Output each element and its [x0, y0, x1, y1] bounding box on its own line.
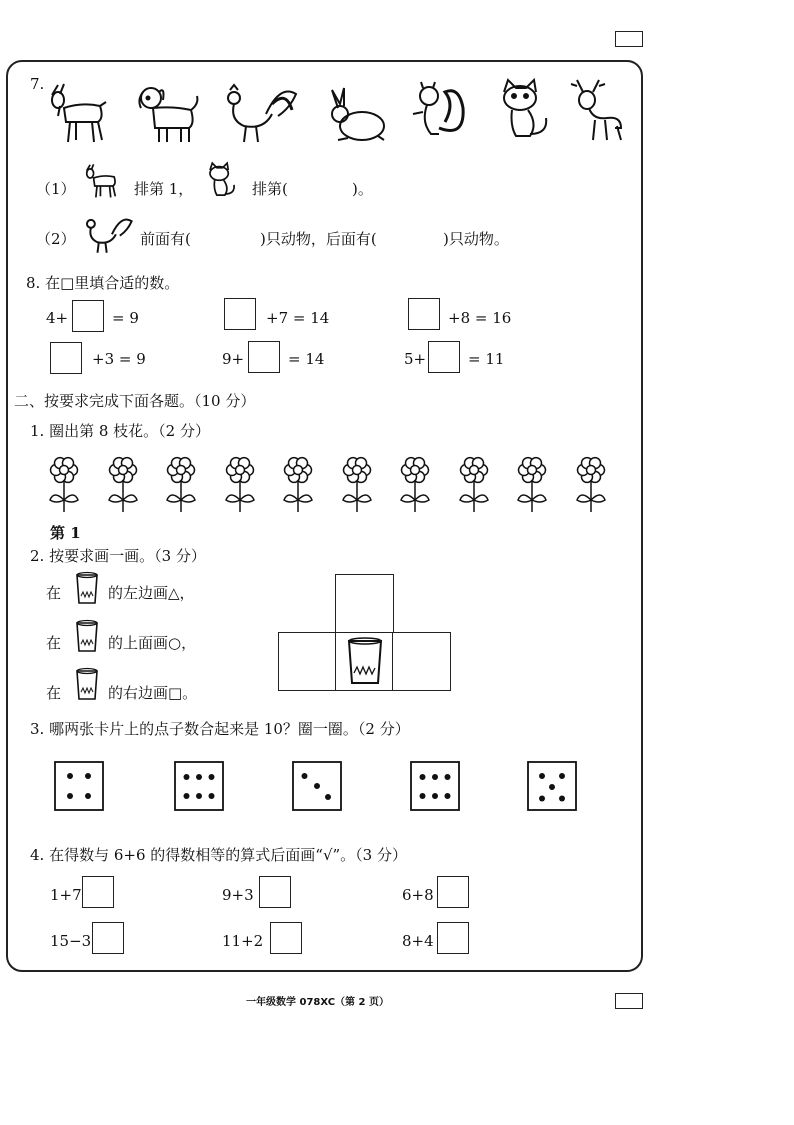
s2q4-check-box[interactable] [270, 922, 302, 954]
dot-card[interactable] [54, 761, 104, 811]
dot-card[interactable] [410, 761, 460, 811]
s2q2-line3-post: 的右边画□。 [108, 684, 198, 702]
flower-icon[interactable] [46, 456, 82, 516]
flower-icon[interactable] [514, 456, 550, 516]
deer-icon [565, 76, 635, 146]
s2q4-check-box[interactable] [92, 922, 124, 954]
flower-icon[interactable] [105, 456, 141, 516]
s2q4-item: 1+7 [50, 886, 82, 904]
q8-answer-box[interactable] [224, 298, 256, 330]
q7-part2-text3: )只动物。 [443, 230, 509, 248]
squirrel-icon [405, 78, 475, 148]
flower-icon[interactable] [280, 456, 316, 516]
s2q4-item: 9+3 [222, 886, 254, 904]
cup-icon [74, 620, 100, 654]
cat-icon-small [202, 162, 242, 202]
grid-cell-left[interactable] [278, 632, 337, 691]
q8-answer-box[interactable] [408, 298, 440, 330]
s2q2-title: 2. 按要求画一画。（3 分） [30, 547, 206, 565]
s2q4-check-box[interactable] [437, 922, 469, 954]
q8-title: 8. 在□里填合适的数。 [26, 274, 180, 292]
s2q4-title: 4. 在得数与 6+6 的得数相等的算式后面画“√”。（3 分） [30, 846, 407, 864]
q7-part1-label: （1） [36, 180, 76, 198]
q8-answer-box[interactable] [428, 341, 460, 373]
s2q4-item: 8+4 [402, 932, 434, 950]
q8-r1c2-post: +7 = 14 [266, 309, 330, 327]
rabbit-icon [318, 88, 388, 148]
flower-icon[interactable] [339, 456, 375, 516]
s2q2-line1-post: 的左边画△， [108, 584, 195, 602]
s2q1-first-label: 第 1 [50, 524, 81, 542]
q7-part1-text3: )。 [352, 180, 373, 198]
q7-part2-text1: 前面有( [140, 230, 191, 248]
s2q4-check-box[interactable] [259, 876, 291, 908]
dot-card[interactable] [174, 761, 224, 811]
q8-answer-box[interactable] [72, 300, 104, 332]
cat-icon [490, 78, 560, 148]
s2q1-title: 1. 圈出第 8 枝花。（2 分） [30, 422, 210, 440]
q7-part2-text2: )只动物，后面有( [260, 230, 377, 248]
grid-cell-top[interactable] [335, 574, 394, 633]
dog-icon [133, 80, 203, 150]
q8-r1c3-post: +8 = 16 [448, 309, 512, 327]
q8-answer-box[interactable] [50, 342, 82, 374]
flower-icon[interactable] [222, 456, 258, 516]
q8-r1c1-pre: 4+ [46, 309, 69, 327]
q8-r2c1-post: +3 = 9 [92, 350, 146, 368]
dot-card[interactable] [292, 761, 342, 811]
s2q3-title: 3. 哪两张卡片上的点子数合起来是 10？圈一圈。（2 分） [30, 720, 410, 738]
flower-icon[interactable] [456, 456, 492, 516]
goat-icon [42, 80, 112, 150]
s2q2-line1-pre: 在 [46, 584, 62, 602]
rooster-icon-small [80, 212, 136, 258]
s2q2-line3-pre: 在 [46, 684, 62, 702]
s2q2-line2-pre: 在 [46, 634, 62, 652]
page-footer: 一年级数学 078XC（第 2 页） [246, 997, 389, 1008]
dot-card[interactable] [527, 761, 577, 811]
flower-icon[interactable] [573, 456, 609, 516]
q7-part2-label: （2） [36, 230, 76, 248]
corner-box-bottom [615, 993, 643, 1009]
flower-icon[interactable] [163, 456, 199, 516]
s2q4-item: 11+2 [222, 932, 264, 950]
cup-icon [345, 637, 385, 687]
q8-r2c2-post: = 14 [288, 350, 325, 368]
s2q2-line2-post: 的上面画○， [108, 634, 197, 652]
q8-r2c3-post: = 11 [468, 350, 505, 368]
flower-icon[interactable] [397, 456, 433, 516]
corner-box-top [615, 31, 643, 47]
rooster-icon [220, 80, 300, 150]
cup-icon [74, 572, 100, 606]
s2q4-item: 15−3 [50, 932, 92, 950]
grid-cell-right[interactable] [392, 632, 451, 691]
s2q4-check-box[interactable] [82, 876, 114, 908]
q8-answer-box[interactable] [248, 341, 280, 373]
q7-part1-text1: 排第 1， [134, 180, 194, 198]
s2q4-check-box[interactable] [437, 876, 469, 908]
goat-icon-small [78, 162, 124, 202]
q8-r1c1-post: = 9 [112, 309, 139, 327]
q7-part1-text2: 排第( [252, 180, 288, 198]
q7-number: 7. [30, 75, 45, 93]
cup-icon [74, 668, 100, 702]
q8-r2c3-pre: 5+ [404, 350, 427, 368]
section2-title: 二、按要求完成下面各题。（10 分） [14, 392, 256, 410]
s2q4-item: 6+8 [402, 886, 434, 904]
q8-r2c2-pre: 9+ [222, 350, 245, 368]
